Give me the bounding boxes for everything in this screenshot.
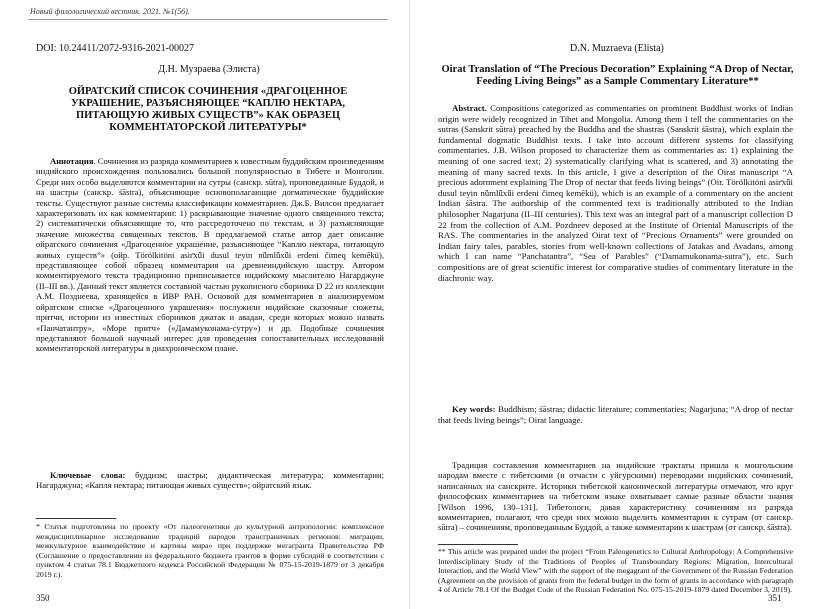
article-title-en: Oirat Translation of “The Precious Decoration” Explaining “A Drop of Nectar, Feeding Living Beings” as a Sample Commentary Literature** bbox=[441, 64, 794, 87]
author-name-ru: Д.Н. Музраева (Элиста) bbox=[158, 64, 260, 75]
footnote-ru: * Статья подготовлена по проекту «От палеогенетики до культурной антропологии: комплексное междисциплинарное исследование традиций народов трансграничных регионов: миграции, межкультурное взаимодействие и картина мира» при поддержке мегагранта Правительства РФ (Соглашение о предоставлении из федерального бюджета грантов в форме субсидий в соответствии с пунктом 4 статьи 78.1 Бюджетного кодекса Российской Федерации № 075-15-2019-1879 от 3 декабря 2019 г.). bbox=[36, 522, 384, 579]
page-number-left: 350 bbox=[36, 593, 50, 603]
keywords-en bbox=[438, 404, 793, 425]
intro-text: Традиция составления комментариев на индийские трактаты пришла к монгольским народам вместе с тибетскими (и отчасти с уйгурскими) переводами индийских сочинений, написанных на санскрите. Историки тибетской канонической литературы отмечают, что круг философских комментариев на тибетском языке охватывает самые разные области знания [Wilson 1996, 130–131]. Тибетологи, давая характеристику сочинениям из разряда комментариев, полагают, что среди них можно выделить комментарии к сутрам (от санскр. sūtra) – сочинениям, проповеданным Буддой, а также комментарии к шастрам (от санскр. śāstra). bbox=[438, 460, 793, 533]
abstract-ru bbox=[36, 156, 384, 354]
abstract-text-ru: . Сочинения из разряда комментариев к известным буддийским произведениям индийского происхождения пользовались большой популярностью в Тибете и Монголии. Среди них особо выделяются комментарии на сутры (санскр. sūtra), проповеданные Буддой, и на шастры (санскр. śāstra), объясняющие основополагающие догматические буддийские тексты. Существуют разные системы классификации комментариев. Дж.Б. Вилсон предлагает характеризовать их как комментарии: 1) раскрывающие значение одного священного текста; 2) систематически объясняющие то, что рассредоточено по текстам, и 3) разъясняющие значение множества священных текстов. В предлагаемой статье автор дает описание ойратского сочинения «Драгоценное украшение, разъясняющее “Каплю нектара, питающую живых существ”» (ойр. Törölkitöni asiг̄xǖi dusul teyin nǖmlǖxǖi erdeni čimeq kemēkü), представляющее собой образец комментария на древнеиндийскую шастру. Автором комментируемого текста традиционно приписывается индийскому мыслителю Нагарджуне (II–III вв.). Данный текст является составной частью рукописного сборника D 22 из коллекции А.М. Позднеева, хранящейся в ИВР РАН. Основой для комментариев в анализируемом ойратском списке «Драгоценного украшения» послужили индийские сказочные сюжеты, притчи, истории из известных сборников джатак и авадан, среди которых можно назвать «Панчатантру», «Море притч» («Дамамуконама-сутру») и др. Подобные сочинения представляют большой научный интерес для проведения сопоставительных исследований комментаторской литературы в диахроническом плане. bbox=[36, 156, 384, 354]
footnote-en: ** This article was prepared under the project “From Paleogenetics to Cultural Anthropology: A Comprehensive Interdisciplinary Study of the Traditions of Peoples of Transboundary Regions: Migration, Intercultural Interaction, and the World View” with the support of the megagrant of the Government of the Russian Federation (Agreement on the provision of grants from the federal budget in the form of grants in accordance with paragraph 4 of Article 78.1 Of the Budget Code of the Russian Federation No. 075-15-2019-1879 dated December 3, 2019). bbox=[438, 547, 793, 595]
keywords-ru bbox=[36, 470, 384, 491]
page-number-right: 351 bbox=[768, 593, 782, 603]
keywords-label-en: Key words: bbox=[452, 404, 496, 414]
author-name-en: D.N. Muzraeva (Elista) bbox=[570, 43, 664, 54]
running-head: Новый филологический вестник. 2021. №1(56). bbox=[30, 7, 190, 16]
doi: DOI: 10.24411/2072-9316-2021-00027 bbox=[36, 43, 194, 54]
right-page bbox=[410, 0, 820, 609]
footnote-rule bbox=[36, 518, 116, 519]
abstract-en bbox=[438, 103, 793, 283]
abstract-label-ru: Аннотация bbox=[50, 156, 94, 166]
abstract-label-en: Abstract. bbox=[452, 103, 487, 113]
abstract-text-en: Compositions categorized as commentaries on prominent Buddhist works of Indian origin were widely recognized in Tibet and Mongolia. Among them I tell the commentaries on the sutras (Sanskrit sūtra) preached by the Buddha and the shastras (Sanskrit śāstra), which explain the fundamental dogmatic Buddhist texts. I take into account different systems for classifying commentaries. J.B. Wilson proposed to characterize them as commentaries as: 1) explaining the meaning of one sacred text; 2) systematically clarifying what is scattered, and 3) annotating the meaning of many sacred texts. In this article, I give a description of the Oirat manuscript “A precious adornment explaining The Drop of nectar that feeds living beings” (Oir. Törölkitöni asiг̄xǖi dusul teyin nǖmlǖxǖi erdeni čimeq kemēkü), which is an example of a commentary on the ancient Indian śāstra. The authorship of the commented text is traditionally attributed to the Indian philosopher Nagarjuna (II–III centuries). This text was an integral part of a manuscript collection D 22 from the collection of A.M. Pozdneev deposed at the Institute of Oriental Manuscripts of the RAS. The commentaries in the analyzed Oirat text of “Precious Ornaments” were grounded on Indian fairy tales, parables, stories from well-known collections of Jatakas and Avadans, among which I can name “Panchatantra”, “Sea of Parables” (“Damamukonama-sutra”), etc. Such compositions are of great scientific interest for comparative studies of commentary literature in the diachronic way. bbox=[438, 103, 793, 283]
running-head-rule bbox=[28, 19, 388, 20]
keywords-text-ru: буддизм; шастры; дидактическая литература; комментарии; Нагарджуна; «Капля нектара; питающая живых существ»; ойратский язык. bbox=[36, 470, 384, 491]
keywords-text-en: Buddhism; śāstras; didactic literature; commentaries; Nagarjuna; “A drop of nectar that feeds living beings”; Oirat language. bbox=[438, 404, 793, 425]
article-title-ru: ОЙРАТСКИЙ СПИСОК СОЧИНЕНИЯ «ДРАГОЦЕННОЕ УКРАШЕНИЕ, РАЗЪЯСНЯЮЩЕЕ “КАПЛЮ НЕКТАРА, ПИТАЮЩУЮ ЖИВЫХ СУЩЕСТВ”» КАК ОБРАЗЕЦ КОММЕНТАТОРСКОЙ ЛИТЕРАТУРЫ* bbox=[68, 86, 348, 133]
keywords-label-ru: Ключевые слова: bbox=[50, 470, 126, 480]
intro-paragraph-ru bbox=[438, 460, 793, 533]
footnote-rule bbox=[438, 544, 518, 545]
